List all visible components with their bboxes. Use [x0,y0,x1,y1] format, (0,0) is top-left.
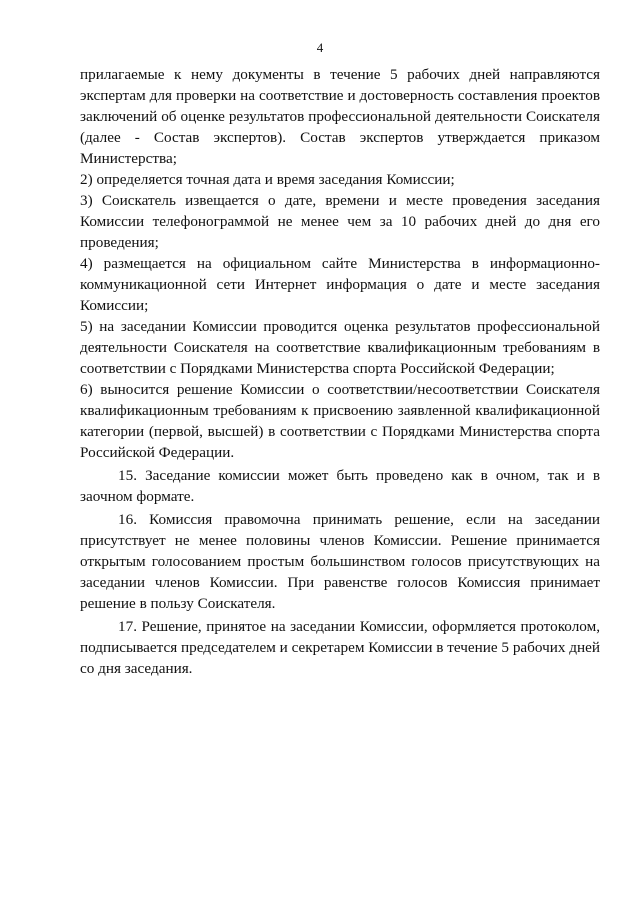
paragraph-continuation: прилагаемые к нему документы в течение 5 рабочих дней направляются экспертам для проверки на соответствие и достоверность составления проектов заключений об оценке результатов профессиональной деятельности Соискателя (далее - Состав экспертов). Состав экспертов утверждается приказом Министерства; [80,66,600,167]
list-item-2: 2) определяется точная дата и время заседания Комиссии; [80,171,455,188]
list-item-5: 5) на заседании Комиссии проводится оценка результатов профессиональной деятельности Соискателя на соответствие квалификационным требованиям в соответствии с Порядками Министерства спорта Российской Федерации; [80,318,600,377]
document-body [80,64,600,679]
clause-15: 15. Заседание комиссии может быть проведено как в очном, так и в заочном формате. [80,467,600,505]
list-item-4: 4) размещается на официальном сайте Министерства в информационно-коммуникационной сети Интернет информация о дате и месте заседания Комиссии; [80,255,600,314]
clause-16: 16. Комиссия правомочна принимать решение, если на заседании присутствует не менее половины членов Комиссии. Решение принимается открытым голосованием простым большинством голосов присутствующих на заседании членов Комиссии. При равенстве голосов Комиссия принимает решение в пользу Соискателя. [80,511,600,612]
page-number: 4 [316,40,324,55]
list-item-6: 6) выносится решение Комиссии о соответствии/несоответствии Соискателя квалификационным требованиям к присвоению заявленной квалификационной категории (первой, высшей) в соответствии с Порядками Министерства спорта Российской Федерации. [80,381,600,461]
list-item-3: 3) Соискатель извещается о дате, времени и месте проведения заседания Комиссии телефонограммой не менее чем за 10 рабочих дней до дня его проведения; [80,192,600,251]
clause-17: 17. Решение, принятое на заседании Комиссии, оформляется протоколом, подписывается председателем и секретарем Комиссии в течение 5 рабочих дней со дня заседания. [80,618,600,677]
